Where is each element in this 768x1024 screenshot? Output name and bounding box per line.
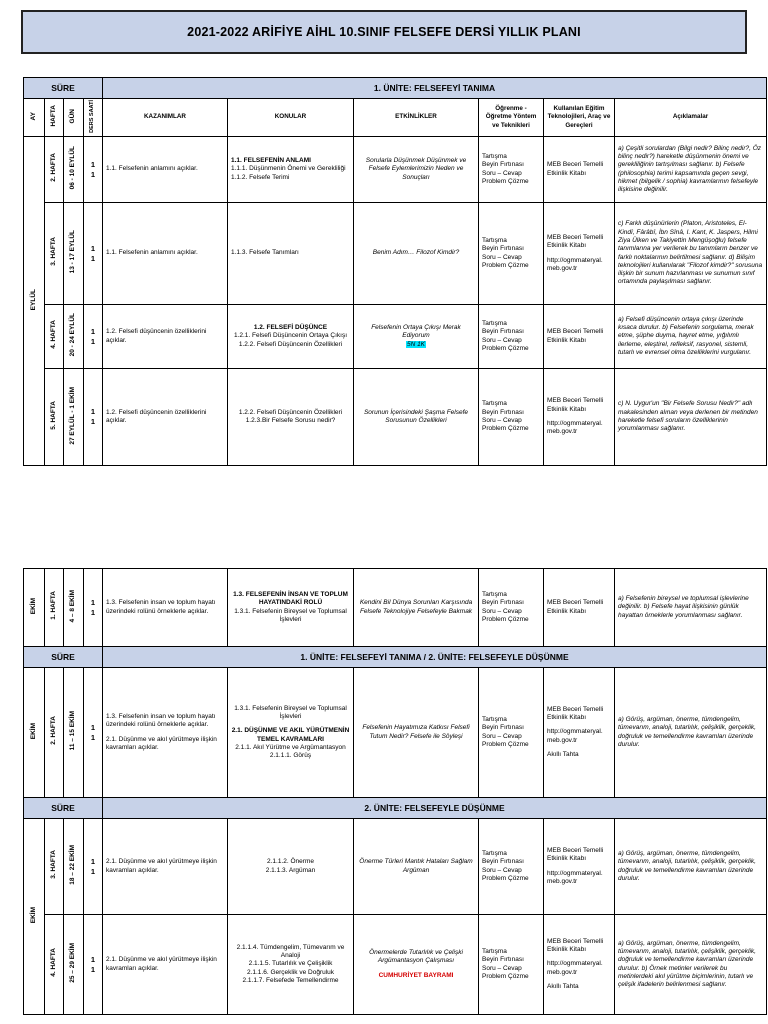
etkinlik-cell: Felsefenin Hayatımıza Katkısı Felsefi Tutum Nedir? Felsefe ile Söyleşi: [354, 668, 479, 798]
gun-cell: 18 – 22 EKİM: [64, 819, 84, 915]
konu-cell: 1.1. FELSEFENİN ANLAMI 1.1.1. Düşünmenin Önemi ve Gerekliliği 1.1.2. Felsefe Terimi: [228, 137, 354, 203]
yontem-cell: Tartışma Beyin Fırtınası Soru – Cevap Problem Çözme: [479, 819, 544, 915]
konu-cell: 1.2.2. Felsefi Düşüncenin Özellikleri 1.2.3.Bir Felsefe Sorusu nedir?: [228, 369, 354, 466]
table-row: [24, 569, 767, 647]
aciklama-cell: a) Görüş, argüman, önerme, tümdengelim, tümevarım, analoji, tutarlılık, çelişiklik, gerçeklik, doğruluk ve temellendirme kavramları üzerinde durulur.: [615, 819, 767, 915]
table-row: [24, 203, 767, 305]
month-cell: EKİM: [24, 819, 45, 1015]
etkinlik-cell: Benim Adım… Filozof Kimdir?: [354, 203, 479, 305]
hafta-header: HAFTA: [45, 99, 64, 137]
arac-cell: MEB Beceri Temelli Etkinlik Kitabı http://ogmmateryal. meb.gov.tr: [544, 203, 615, 305]
hafta-cell: 4. HAFTA: [45, 915, 64, 1015]
aciklama-cell: a) Çeşitli sorulardan (Bilgi nedir? Bilinç nedir?, Öz bilinç nedir?) hareketle düşünmenin önemi ve gerekliliğinin tartışılması sağlanır. b) Felsefe (philosophia) terimi kapsamında geçen sevgi, hikmet (bilgelik / sophia) kavramlarının felsefeyle ilişkisine değinilir.: [615, 137, 767, 203]
gun-header: GÜN: [64, 99, 84, 137]
etkinlik-cell: Önerme Türleri Mantık Hataları Sağlam Argüman: [354, 819, 479, 915]
yontem-cell: Tartışma Beyin Fırtınası Soru – Cevap Problem Çözme: [479, 569, 544, 647]
konu-cell: 1.2. FELSEFİ DÜŞÜNCE 1.2.1. Felsefi Düşüncenin Ortaya Çıkışı 1.2.2. Felsefi Düşüncenin Özellikleri: [228, 305, 354, 369]
yontem-cell: Tartışma Beyin Fırtınası Soru – Cevap Problem Çözme: [479, 305, 544, 369]
konu-cell: 2.1.1.4. Tümdengelim, Tümevarım ve Analoji 2.1.1.5. Tutarlılık ve Çelişiklik 2.1.1.6. Gerçeklik ve Doğruluk 2.1.1.7. Felsefede Temellendirme: [228, 915, 354, 1015]
ders-saati-cell: 1 1: [84, 305, 103, 369]
sure-header: SÜRE: [24, 647, 103, 668]
yontem-cell: Tartışma Beyin Fırtınası Soru – Cevap Problem Çözme: [479, 915, 544, 1015]
unit-header: 2. ÜNİTE: FELSEFEYLE DÜŞÜNME: [103, 798, 767, 819]
table-row: [24, 305, 767, 369]
konu-cell: 1.3. FELSEFENİN İNSAN VE TOPLUM HAYATINDAKİ ROLÜ 1.3.1. Felsefenin Bireysel ve Toplumsal İşlevleri: [228, 569, 354, 647]
resource-link[interactable]: http://ogmmateryal. meb.gov.tr: [547, 256, 603, 272]
aciklama-cell: c) N. Uygur'un "Bir Felsefe Sorusu Nedir?" adlı makalesinden alınan veya derlenen bir metinden hareketle felsefi soruların özelliklerinin yorumlanması sağlanır.: [615, 369, 767, 466]
table-row: [24, 668, 767, 798]
table-row: [24, 137, 767, 203]
hafta-cell: 3. HAFTA: [45, 819, 64, 915]
ders-saati-cell: 1 1: [84, 915, 103, 1015]
aciklama-cell: c) Farklı düşünürlerin (Platon, Aristoteles, El-Kindî, Fârâbî, İbn Sînâ, I. Kant, K. Jaspers, Hilmi Ziya Ülken ve Takiyettin Mengüşoğlu) felsefe tanımlarına yer verilerek bu tanımların benzer ve farklı noktalarının belirtilmesi sağlanır. d) Bilişim teknolojileri kullanılarak "Filozof kimdir?" sorusuna ilişkin bir sunum hazırlanması ve sunumun sınıf ortamında paylaşılması sağlanır.: [615, 203, 767, 305]
sure-header: SÜRE: [24, 78, 103, 99]
month-cell: EYLÜL: [24, 137, 45, 466]
kazanimlar-header: KAZANIMLAR: [103, 99, 228, 137]
ders-saati-cell: 1 1: [84, 369, 103, 466]
unit-header: 1. ÜNİTE: FELSEFEYİ TANIMA / 2. ÜNİTE: FELSEFEYLE DÜŞÜNME: [103, 647, 767, 668]
aciklama-cell: a) Felsefi düşüncenin ortaya çıkışı üzerinde kısaca durulur. b) Felsefenin sorgulama, merak etme, şüphe duyma, hayret etme, yığılımlı ilerleme, eleştirel, refleksif, rasyonel, sistemli, tutarlı ve evrensel olma özelliklerini vurgulanır.: [615, 305, 767, 369]
month-cell: EKİM: [24, 569, 45, 647]
activity-tag: 5N 1K: [406, 340, 426, 348]
gun-cell: 25 – 29 EKİM: [64, 915, 84, 1015]
gun-cell: 11 – 15 EKİM: [64, 668, 84, 798]
ders-saati-cell: 1 1: [84, 819, 103, 915]
konu-cell: 1.1.3. Felsefe Tanımları: [228, 203, 354, 305]
arac-cell: MEB Beceri Temelli Etkinlik Kitabı http://ogmmateryal. meb.gov.tr: [544, 819, 615, 915]
aciklama-cell: a) Felsefenin bireysel ve toplumsal işlevlerine değinilir. b) Felsefe hayat ilişkisinin günlük hayattan örneklerle yorumlanması sağlanır.: [615, 569, 767, 647]
aciklama-cell: a) Görüş, argüman, önerme, tümdengelim, tümevarım, analoji, tutarlılık, çelişiklik, gerçeklik, doğruluk ve temellendirme kavramları üzerinde durulur.: [615, 668, 767, 798]
kazanim-cell: 2.1. Düşünme ve akıl yürütmeye ilişkin kavramları açıklar.: [103, 915, 228, 1015]
etkinlik-cell: Önermelerde Tutarlılık ve Çelişki Argümantasyon Çalışması CUMHURİYET BAYRAMI: [354, 915, 479, 1015]
kazanim-cell: 1.2. Felsefi düşüncenin özelliklerini açıklar.: [103, 369, 228, 466]
gun-cell: 27 EYLÜL - 1 EKİM: [64, 369, 84, 466]
ders-saati-header: DERS SAATİ: [84, 99, 103, 137]
etkinlik-cell: Sorularla Düşünmek Düşünmek ve Felsefe Eylemlerimizin Neden ve Sonuçları: [354, 137, 479, 203]
ders-saati-cell: 1 1: [84, 203, 103, 305]
ders-saati-cell: 1 1: [84, 137, 103, 203]
page-title: 2021-2022 ARİFİYE AİHL 10.SINIF FELSEFE DERSİ YILLIK PLANI: [21, 10, 747, 54]
gun-cell: 4 – 8 EKİM: [64, 569, 84, 647]
hafta-cell: 4. HAFTA: [45, 305, 64, 369]
etkinlik-cell: Felsefenin Ortaya Çıkışı Merak Ediyorum 5N 1K: [354, 305, 479, 369]
kazanim-cell: 2.1. Düşünme ve akıl yürütmeye ilişkin kavramları açıklar.: [103, 819, 228, 915]
konu-cell: 2.1.1.2. Önerme 2.1.1.3. Argüman: [228, 819, 354, 915]
kazanim-cell: 1.2. Felsefi düşüncenin özelliklerini açıklar.: [103, 305, 228, 369]
hafta-cell: 5. HAFTA: [45, 369, 64, 466]
arac-cell: MEB Beceri Temelli Etkinlik Kitabı http://ogmmateryal. meb.gov.tr Akıllı Tahta: [544, 668, 615, 798]
resource-link[interactable]: http://ogmmateryal. meb.gov.tr: [547, 960, 603, 976]
ders-saati-cell: 1 1: [84, 569, 103, 647]
etkinlik-cell: Kendini Bil Dünya Sorunları Karşısında Felsefe Teknolojiye Felsefeyle Bakmak: [354, 569, 479, 647]
arac-cell: MEB Beceri Temelli Etkinlik Kitabı: [544, 569, 615, 647]
unit-header: 1. ÜNİTE: FELSEFEYİ TANIMA: [103, 78, 767, 99]
hafta-cell: 2. HAFTA: [45, 137, 64, 203]
holiday-label: CUMHURİYET BAYRAMI: [378, 971, 454, 979]
etkinlikler-header: ETKİNLİKLER: [354, 99, 479, 137]
table-row: [24, 915, 767, 1015]
konular-header: KONULAR: [228, 99, 354, 137]
table-row: [24, 369, 767, 466]
yontem-cell: Tartışma Beyin Fırtınası Soru – Cevap Problem Çözme: [479, 203, 544, 305]
plan-table-unit2: [23, 568, 767, 1015]
konu-cell: 1.3.1. Felsefenin Bireysel ve Toplumsal İşlevleri 2.1. DÜŞÜNME VE AKIL YÜRÜTMENİN TEMEL KAVRAMLARI 2.1.1. Akıl Yürütme ve Argümantasyon 2.1.1.1. Görüş: [228, 668, 354, 798]
resource-link[interactable]: http://ogmmateryal. meb.gov.tr: [547, 869, 603, 885]
gun-cell: 13 - 17 EYLÜL: [64, 203, 84, 305]
yontem-cell: Tartışma Beyin Fırtınası Soru – Cevap Problem Çözme: [479, 137, 544, 203]
hafta-cell: 3. HAFTA: [45, 203, 64, 305]
resource-link[interactable]: http://ogmmateryal. meb.gov.tr: [547, 420, 603, 436]
resource-link[interactable]: http://ogmmateryal. meb.gov.tr: [547, 728, 603, 744]
yontem-cell: Tartışma Beyin Fırtınası Soru – Cevap Problem Çözme: [479, 668, 544, 798]
month-cell: EKİM: [24, 668, 45, 798]
plan-table-unit1: [23, 77, 767, 466]
ders-saati-cell: 1 1: [84, 668, 103, 798]
arac-cell: MEB Beceri Temelli Etkinlik Kitabı: [544, 305, 615, 369]
aciklama-cell: a) Görüş, argüman, önerme, tümdengelim, tümevarım, analoji, tutarlılık, çelişiklik, gerçeklik, doğruluk ve temellendirme kavramları üzerinde durulur. b) Örnek metinler verilerek bu metinlerdeki akıl yürütme biçimlerinin, tutarlı ve çelişik ifadelerin belirlenmesi sağlanır.: [615, 915, 767, 1015]
kazanim-cell: 1.3. Felsefenin insan ve toplum hayatı üzerindeki rolünü örneklerle açıklar. 2.1. Düşünme ve akıl yürütmeye ilişkin kavramları açıklar.: [103, 668, 228, 798]
etkinlik-cell: Sorunun İçerisindeki Şaşma Felsefe Sorusunun Özellikleri: [354, 369, 479, 466]
arac-cell: MEB Beceri Temelli Etkinlik Kitabı: [544, 137, 615, 203]
gun-cell: 20 - 24 EYLÜL: [64, 305, 84, 369]
ay-header: AY: [24, 99, 45, 137]
araclar-header: Kullanılan Eğitim Teknolojileri, Araç ve Gereçleri: [544, 99, 615, 137]
ogrenme-header: Öğrenme - Öğretme Yöntem ve Teknikleri: [479, 99, 544, 137]
hafta-cell: 1. HAFTA: [45, 569, 64, 647]
yontem-cell: Tartışma Beyin Fırtınası Soru – Cevap Problem Çözme: [479, 369, 544, 466]
kazanim-cell: 1.1. Felsefenin anlamını açıklar.: [103, 203, 228, 305]
arac-cell: MEB Beceri Temelli Etkinlik Kitabı http://ogmmateryal. meb.gov.tr Akıllı Tahta: [544, 915, 615, 1015]
kazanim-cell: 1.3. Felsefenin insan ve toplum hayatı üzerindeki rolünü örneklerle açıklar.: [103, 569, 228, 647]
arac-cell: MEB Beceri Temelli Etkinlik Kitabı http://ogmmateryal. meb.gov.tr: [544, 369, 615, 466]
aciklamalar-header: Açıklamalar: [615, 99, 767, 137]
gun-cell: 06 - 10 EYLÜL: [64, 137, 84, 203]
sure-header: SÜRE: [24, 798, 103, 819]
kazanim-cell: 1.1. Felsefenin anlamını açıklar.: [103, 137, 228, 203]
hafta-cell: 2. HAFTA: [45, 668, 64, 798]
table-row: [24, 819, 767, 915]
